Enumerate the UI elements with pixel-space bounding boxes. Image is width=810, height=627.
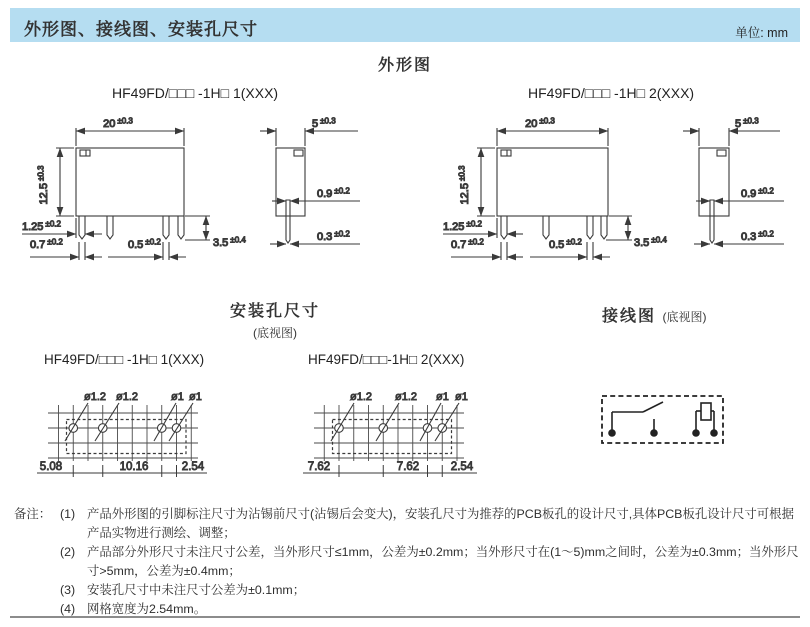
- note-item: [60, 581, 800, 600]
- relay1-pin: [107, 216, 113, 239]
- terminal-dot: [650, 429, 658, 437]
- relay2-body: [497, 148, 608, 216]
- mount-dim: 2.54: [181, 461, 205, 473]
- mounting-subtitle: (底视图): [253, 326, 297, 340]
- mount-dim: 5.08: [39, 461, 63, 473]
- dim-pin-width-b: 0.5 $^{\pm 0.2}$: [549, 237, 582, 251]
- note-number: (4): [60, 602, 76, 616]
- mount-dim: 7.62: [307, 461, 331, 473]
- mounting-model-label-1: HF49FD/□□□ -1H□ 1(XXX): [44, 352, 205, 367]
- polarity-notch-icon: [717, 150, 726, 156]
- dim-pin-width-b: 0.5 $^{\pm 0.2}$: [128, 237, 161, 251]
- terminal-dot: [710, 429, 718, 437]
- wiring-title: 接线图: [602, 308, 657, 325]
- notes-label: 备注：: [14, 507, 52, 521]
- dim-pin-tip: 0.3 $^{\pm 0.2}$: [317, 229, 350, 243]
- dim-pin-thick: 0.9 $^{\pm 0.2}$: [317, 186, 350, 200]
- dim-depth: 5 $^{\pm 0.3}$: [735, 116, 759, 130]
- dim-height: $12.5^{\pm 0.3}$: [457, 165, 471, 205]
- relay2-pin: [601, 216, 607, 239]
- note-number: (2): [60, 545, 76, 559]
- switch-contact-symbol: [612, 402, 663, 433]
- relay1-pin: [163, 216, 169, 239]
- wiring-subtitle: (底视图): [662, 310, 707, 324]
- relay1-side-view: [260, 117, 360, 245]
- page-title: 外形图、接线图、安装孔尺寸: [24, 20, 258, 39]
- mounting-diagram-1: [37, 391, 207, 477]
- mount-dim: 7.62: [396, 461, 420, 473]
- hole-label: ø1: [455, 391, 468, 403]
- hole-label: ø1.2: [350, 391, 373, 403]
- dim-width: 20 $^{\pm 0.3}$: [525, 116, 555, 130]
- dim-pin-tip: 0.3 $^{\pm 0.2}$: [741, 229, 774, 243]
- polarity-notch-icon: [501, 150, 511, 156]
- relay2-front-view: [443, 117, 667, 261]
- relay-outline-dashed: [67, 420, 187, 454]
- relay1-body: [76, 148, 184, 216]
- note-item: [60, 505, 800, 543]
- dim-width: 20 $^{\pm 0.3}$: [103, 116, 133, 130]
- relay1-pin: [79, 216, 85, 239]
- outline-model-label-1: HF49FD/□□□ -1H□ 1(XXX): [112, 85, 279, 101]
- mount-dim: 2.54: [450, 461, 474, 473]
- mounting-model-label-2: HF49FD/□□□-1H□ 2(XXX): [308, 352, 465, 367]
- relay2-side-view: [683, 117, 784, 245]
- dim-pin-width-a: 0.7 $^{\pm 0.2}$: [30, 237, 63, 251]
- dim-pin-length: 3.5 $^{\pm 0.4}$: [213, 235, 246, 249]
- hole-label: ø1: [171, 391, 184, 403]
- pcb-grid: [48, 405, 198, 461]
- coil-symbol: [696, 403, 714, 433]
- mount-dim: 10.16: [119, 461, 149, 473]
- hole-label: ø1: [189, 391, 202, 403]
- dim-pin-width-a: 0.7 $^{\pm 0.2}$: [451, 237, 484, 251]
- note-number: (3): [60, 583, 76, 597]
- relay1-front-view: [22, 117, 246, 261]
- relay1-pin: [178, 216, 184, 239]
- note-text: 安装孔尺寸中未注尺寸公差为±0.1mm；: [87, 583, 306, 597]
- relay2-pin: [543, 216, 549, 239]
- dim-pin-length: 3.5 $^{\pm 0.4}$: [634, 235, 667, 249]
- dim-pin-offset: 1.25 $^{\pm 0.2}$: [22, 219, 61, 233]
- hole-label: ø1.2: [116, 391, 139, 403]
- mounting-title: 安装孔尺寸: [229, 303, 320, 320]
- note-text: 产品部分外形尺寸未注尺寸公差，当外形尺寸≤1mm，公差为±0.2mm；当外形尺寸在(1～5)mm之间时，公差为±0.3mm；当外形尺寸>5mm，公差为±0.4mm；: [87, 545, 799, 578]
- bottom-divider: [10, 616, 800, 618]
- note-text: 网格宽度为2.54mm。: [87, 602, 207, 616]
- dim-height: $12.5^{\pm 0.3}$: [36, 165, 50, 205]
- note-number: (1): [60, 507, 76, 521]
- dim-pin-thick: 0.9 $^{\pm 0.2}$: [741, 186, 774, 200]
- relay2-side-pin: [710, 200, 714, 243]
- hole-label: ø1: [436, 391, 449, 403]
- terminal-dot: [692, 429, 700, 437]
- outline-section-title: 外形图: [377, 57, 432, 74]
- relay2-pin: [587, 216, 593, 239]
- polarity-notch-icon: [80, 150, 90, 156]
- hole-label: ø1.2: [84, 391, 107, 403]
- notes-section: [14, 505, 800, 619]
- relay-outline-dashed: [333, 420, 452, 454]
- note-text: 产品外形图的引脚标注尺寸为沾锡前尺寸(沾锡后会变大)，安装孔尺寸为推荐的PCB板孔的设计尺寸,具体PCB板孔设计尺寸可根据产品实物进行测绘、调整；: [87, 507, 794, 540]
- note-item: [60, 543, 800, 581]
- dim-pin-offset: 1.25 $^{\pm 0.2}$: [443, 219, 482, 233]
- relay2-pin: [501, 216, 507, 239]
- mounting-diagram-2: [303, 391, 477, 477]
- pcb-grid: [314, 405, 464, 461]
- hole-label: ø1.2: [395, 391, 418, 403]
- outline-model-label-2: HF49FD/□□□ -1H□ 2(XXX): [528, 85, 695, 101]
- terminal-dot: [608, 429, 616, 437]
- dim-depth: 5 $^{\pm 0.3}$: [312, 116, 336, 130]
- unit-label: 单位: mm: [735, 26, 788, 40]
- relay1-side-pin: [286, 200, 290, 243]
- wiring-diagram: [602, 396, 723, 443]
- polarity-notch-icon: [294, 150, 303, 156]
